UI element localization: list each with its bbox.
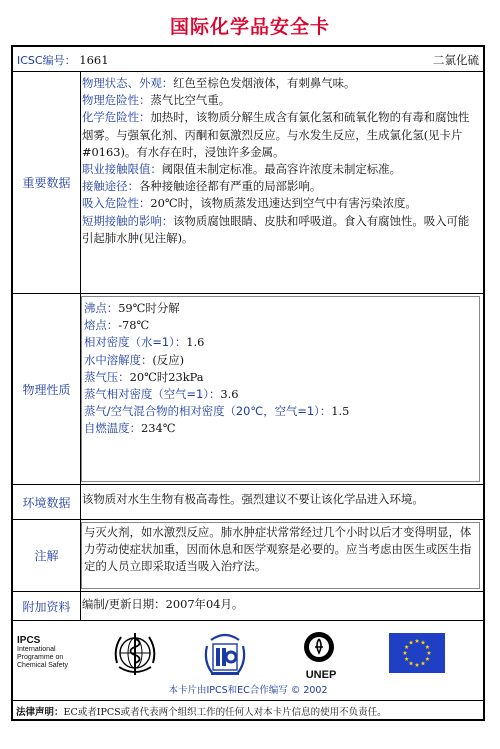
legal-text: EC或者IPCS或者代表两个组织工作的任何人对本卡片信息的使用不负责任。 (63, 707, 387, 718)
physical-item-value: 234℃ (140, 421, 176, 436)
environment-text: 该物质对水生生物有极高毒性。强烈建议不要让该化学品进入环境。 (82, 492, 424, 506)
physical-item-key: 熔点： (84, 318, 119, 333)
important-item (82, 195, 479, 212)
section-label: 重要数据 (13, 72, 81, 293)
legal-label: 法律声明： (16, 707, 64, 718)
icsc-number (17, 52, 109, 68)
card-header (13, 47, 483, 72)
physical-item (84, 386, 475, 403)
important-item-key: 职业接触限值： (82, 162, 162, 177)
physical-item-value: (反应) (152, 352, 185, 367)
physical-item-key: 相对密度（水=1）： (84, 335, 187, 350)
physical-content (81, 296, 480, 482)
footer-logos (13, 621, 483, 701)
section-environment (13, 485, 483, 520)
physical-item (84, 420, 475, 437)
chemical-name: 二氯化硫 (433, 53, 479, 67)
important-item-key: 化学危险性： (82, 110, 151, 125)
section-additional (13, 592, 483, 621)
physical-item-value: 1.5 (331, 404, 350, 419)
important-item-value: 加热时，该物质分解生成含有氯化氢和硫氧化物的有毒和腐蚀性烟雾。与强氧化剂、丙酮和氨激烈反应。与水发生反应，生成氯化氢(见卡片#0163)。有水存在时，浸蚀许多金属。 (82, 110, 470, 159)
important-item-key: 吸入危险性： (82, 196, 151, 211)
important-item-value: 该物质腐蚀眼睛、皮肤和呼吸道。食入有腐蚀性。吸入可能引起肺水肿(见注解)。 (82, 213, 470, 245)
safety-card (11, 45, 485, 721)
important-item-value: 各种接触途径都有严重的局部影响。 (138, 179, 322, 194)
physical-item-value: 59℃时分解 (118, 301, 180, 315)
important-item (82, 213, 479, 247)
additional-text: 编制/更新日期：2007年04月。 (82, 597, 244, 611)
section-notes (13, 520, 483, 592)
unep-label: UNEP (305, 669, 337, 681)
important-item-value: 蒸气比空气重。 (150, 93, 231, 108)
ipcs-logo: IPCS International Programme on Chemical Safety (17, 635, 68, 669)
physical-item-key: 沸点： (84, 301, 119, 315)
important-item-key: 物理状态、外观： (82, 76, 174, 90)
section-physical (13, 294, 483, 485)
physical-item (84, 369, 475, 386)
physical-item (84, 300, 475, 317)
important-item-value: 红色至棕色发烟液体，有刺鼻气味。 (173, 76, 356, 90)
physical-item (84, 317, 475, 334)
physical-item-key: 水中溶解度： (84, 352, 153, 367)
section-label: 注解 (13, 520, 81, 591)
physical-item-key: 自燃温度： (84, 421, 141, 436)
important-item-key: 物理危险性： (82, 93, 151, 108)
important-item (82, 109, 479, 161)
important-item-value: 阈限值未制定标准。最高容许浓度未制定标准。 (161, 162, 401, 177)
credit-line: 本卡片由IPCS和EC合作编写 © 2002 (168, 685, 328, 696)
section-label: 物理性质 (13, 294, 81, 484)
unep-emblem-icon (297, 629, 341, 669)
eu-flag-icon (389, 633, 445, 673)
physical-item-value: 20℃时23kPa (129, 369, 204, 384)
important-item-key: 短期接触的影响： (82, 213, 174, 228)
notes-text: 与灭火剂，如水激烈反应。肺水肿症状常常经过几个小时以后才变得明显，体力劳动使症状加重，因而休息和医学观察是必要的。应当考虑由医生或医生指定的人员立即采取适当吸入治疗法。 (81, 522, 480, 589)
physical-item-key: 蒸气压： (84, 369, 130, 384)
physical-item (84, 403, 475, 420)
section-label: 环境数据 (13, 485, 81, 519)
important-item (82, 178, 479, 195)
important-item-key: 接触途径： (82, 179, 139, 194)
physical-item (84, 334, 475, 351)
page-title: 国际化学品安全卡 (169, 16, 330, 38)
physical-item-value: -78℃ (118, 318, 150, 333)
icsc-value: 1661 (79, 53, 109, 67)
physical-item-key: 蒸气相对密度（空气=1）： (84, 387, 221, 402)
physical-item-value: 3.6 (220, 387, 239, 402)
physical-item-value: 1.6 (186, 335, 205, 350)
important-item (82, 75, 479, 92)
important-item (82, 161, 479, 178)
physical-item (84, 352, 475, 369)
section-important (13, 72, 483, 294)
important-item-value: 20℃时，该物质蒸发迅速达到空气中有害污染浓度。 (150, 196, 417, 211)
physical-item-key: 蒸气/空气混合物的相对密度（20℃，空气=1）： (84, 404, 332, 419)
who-emblem-icon (111, 629, 159, 679)
icsc-label: ICSC编号： (17, 54, 76, 67)
important-content (80, 72, 483, 293)
legal-notice (13, 701, 483, 721)
ilo-emblem-icon (201, 628, 249, 680)
section-label: 附加资料 (13, 592, 81, 620)
important-item (82, 92, 479, 109)
